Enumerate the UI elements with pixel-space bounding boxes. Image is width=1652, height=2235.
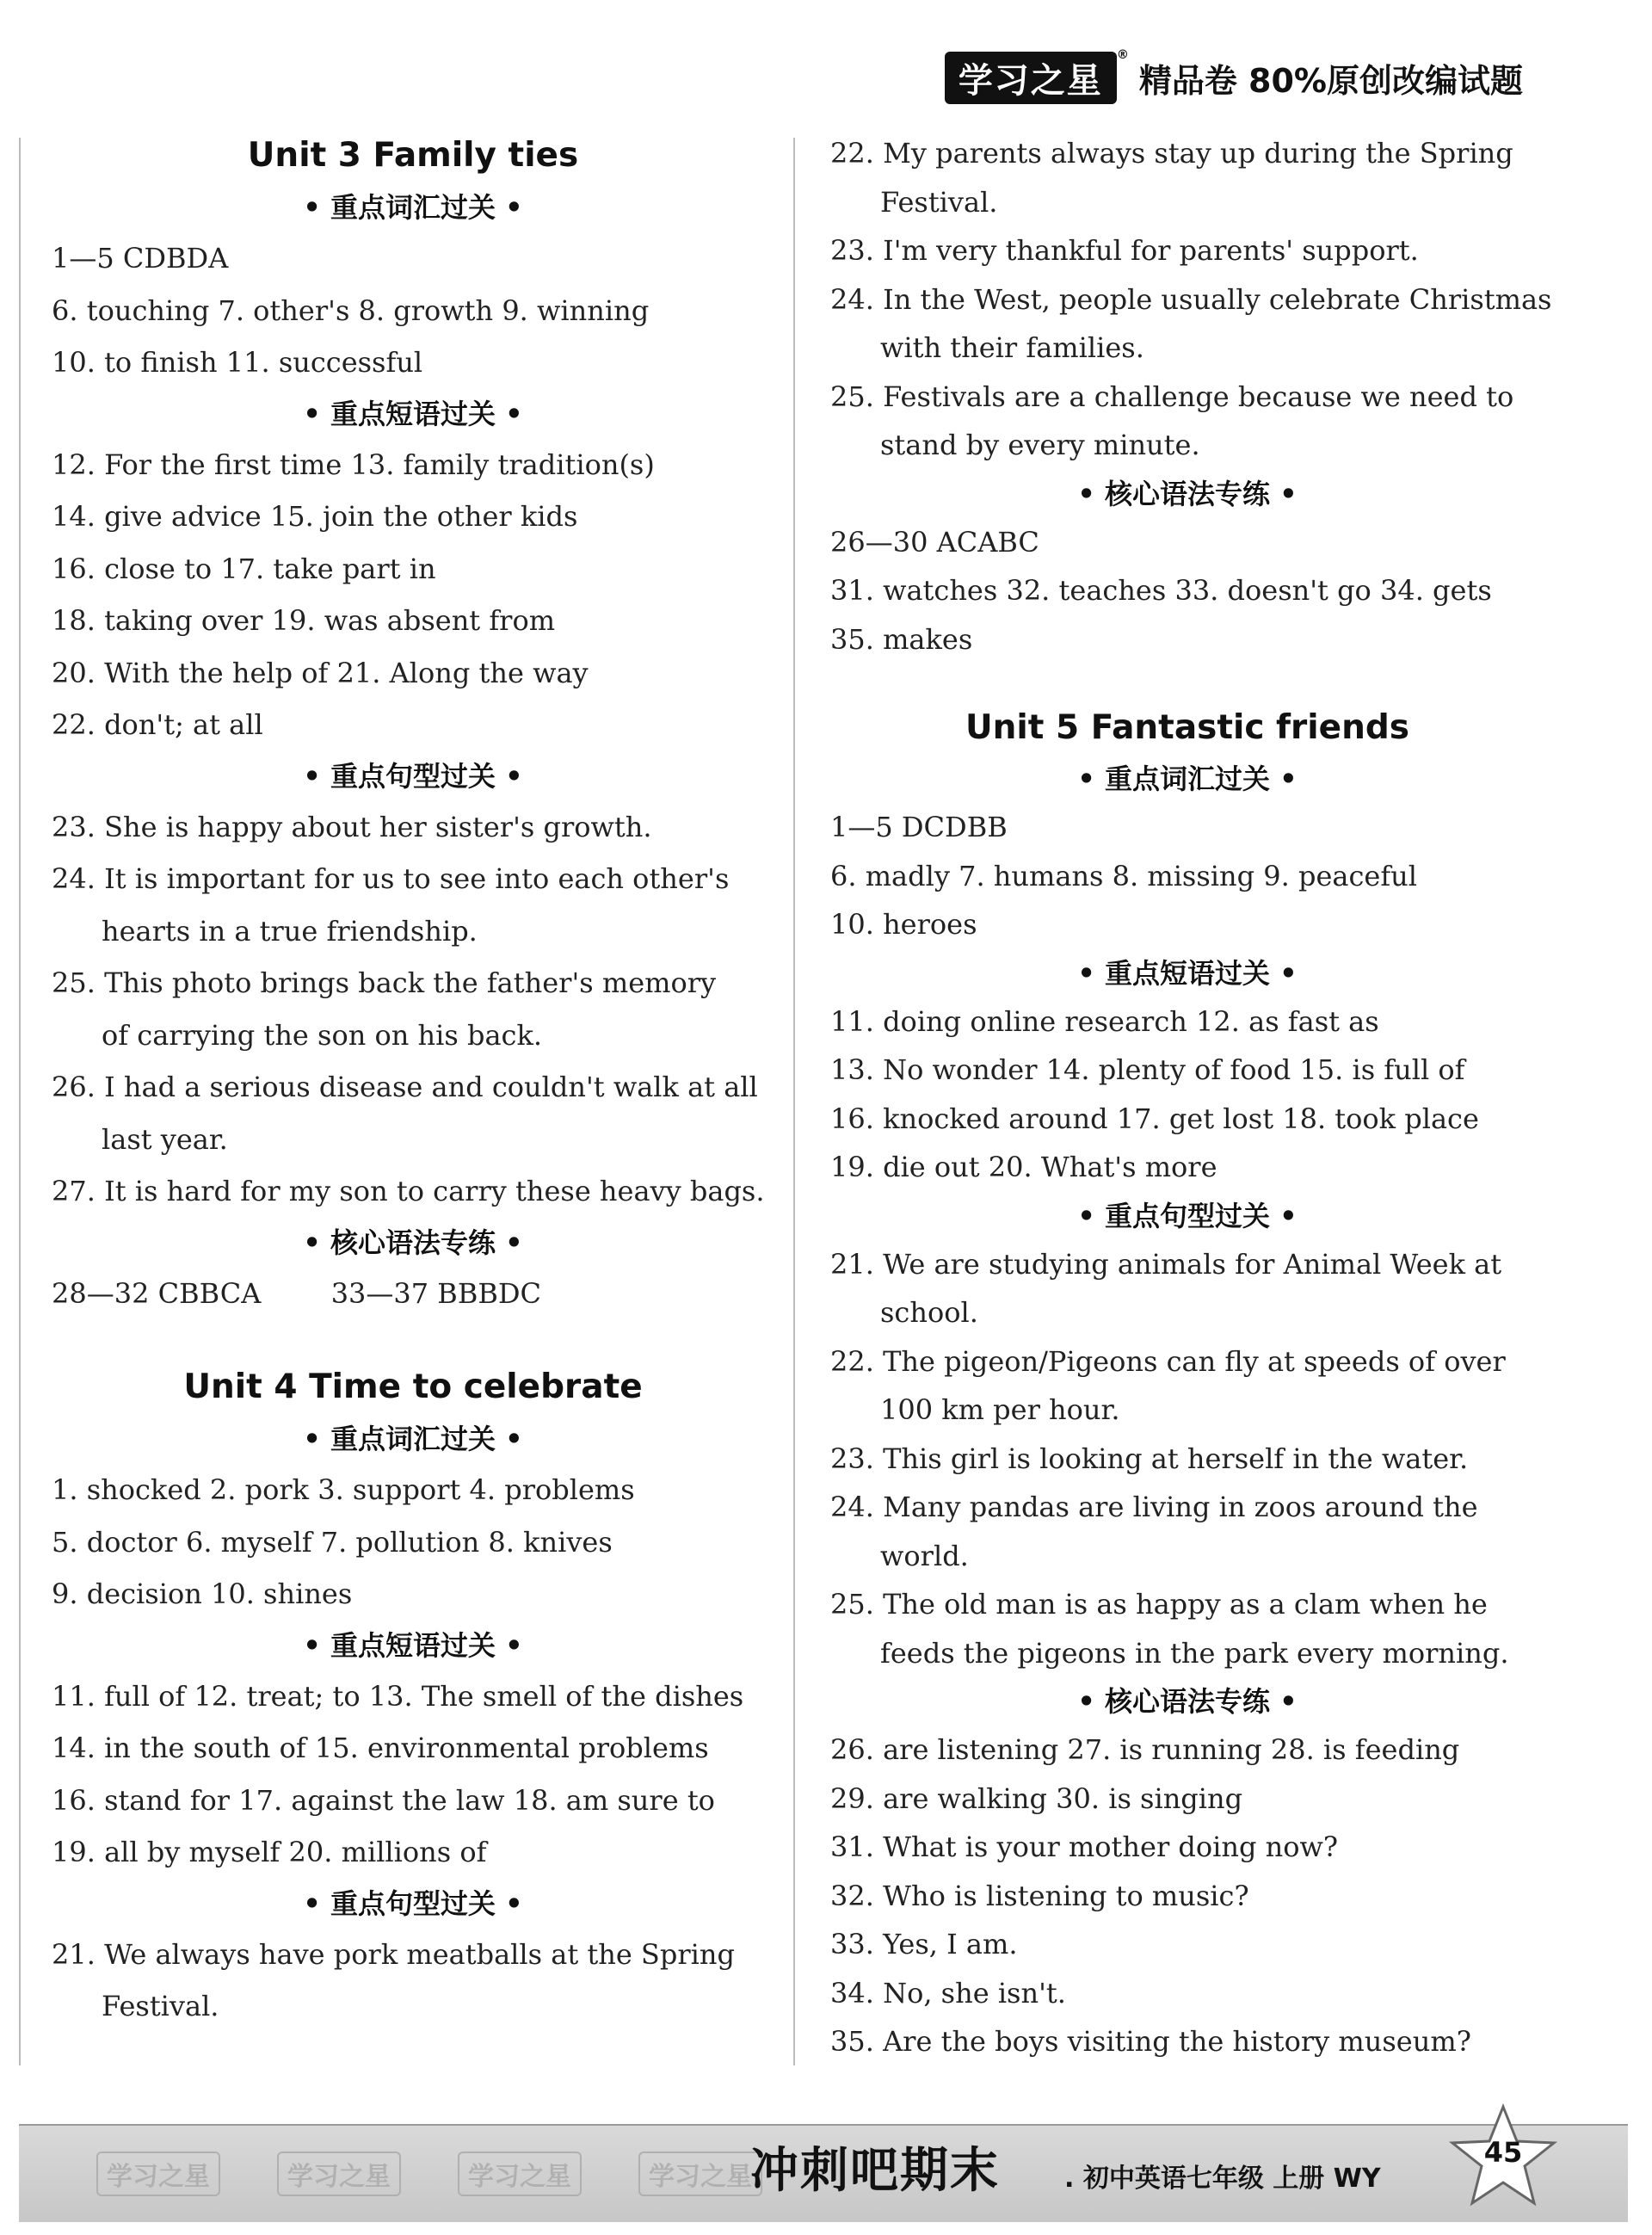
left-column <box>52 129 774 2033</box>
answer-line: 1—5 CDBDA <box>52 242 229 275</box>
answer-line: 22. The pigeon/Pigeons can fly at speeds of over <box>830 1344 1506 1378</box>
unit5-sentence-list <box>830 1240 1544 1678</box>
answer-line: 23. She is happy about her sister's growth. <box>52 810 652 843</box>
unit3-vocab-list <box>52 232 774 389</box>
answer-line: 1. shocked 2. pork 3. support 4. problems <box>52 1473 635 1506</box>
unit4-grammar-list <box>830 518 1544 664</box>
unit3-phrase-list <box>52 439 774 751</box>
answer-line: 16. close to 17. take part in <box>52 552 436 585</box>
unit5-vocab-list <box>830 803 1544 949</box>
unit4-phrase-title: • 重点短语过关 • <box>303 1628 523 1662</box>
unit5-sentence-title: • 重点句型过关 • <box>1077 1199 1298 1232</box>
page-number-badge <box>1447 2102 1559 2213</box>
answer-line: 16. stand for 17. against the law 18. am sure to <box>52 1783 715 1817</box>
answer-line: 24. In the West, people usually celebrate Christmas <box>830 282 1552 316</box>
answer-line: 13. No wonder 14. plenty of food 15. is full of <box>830 1053 1465 1086</box>
footer-subtitle: . 初中英语七年级 上册 WY <box>1064 2164 1381 2194</box>
answer-line: 11. doing online research 12. as fast as <box>830 1004 1379 1038</box>
answer-line-cont: stand by every minute. <box>880 429 1200 461</box>
answer-line-cont: last year. <box>102 1122 228 1156</box>
unit4-phrase-list <box>52 1670 774 1879</box>
answer-line: 10. heroes <box>830 908 977 941</box>
answer-line: 34. No, she isn't. <box>830 1976 1066 2010</box>
unit5-title: Unit 5 Fantastic friends <box>965 708 1409 747</box>
answer-line: 31. watches 32. teaches 33. doesn't go 34. gets <box>830 574 1492 607</box>
answer-line-cont: Festival. <box>102 1990 219 2022</box>
answer-line: 32. Who is listening to music? <box>830 1879 1249 1912</box>
unit3-sentence-title: • 重点句型过关 • <box>303 759 523 793</box>
unit4-vocab-list <box>52 1464 774 1621</box>
unit5-vocab-title: • 重点词汇过关 • <box>1077 762 1298 795</box>
unit3-sentence-list <box>52 801 774 1218</box>
answer-line: 31. What is your mother doing now? <box>830 1831 1339 1863</box>
footer-ghost-logo: 学习之星 <box>277 2152 401 2196</box>
answer-line: 33. Yes, I am. <box>830 1928 1018 1960</box>
footer-title: 冲刺吧期末 <box>750 2143 1000 2199</box>
answer-line: 9. decision 10. shines <box>52 1577 353 1610</box>
unit4-sentence-title: • 重点句型过关 • <box>303 1886 523 1920</box>
answer-line-cont: hearts in a true friendship. <box>102 914 478 948</box>
answer-line: 23. This girl is looking at herself in the water. <box>830 1442 1469 1475</box>
answer-line: 29. are walking 30. is singing <box>830 1781 1243 1815</box>
brand-logo <box>945 47 1131 104</box>
unit5-phrase-title: • 重点短语过关 • <box>1077 956 1298 990</box>
page-footer <box>19 2124 1628 2222</box>
page-header <box>945 47 1523 108</box>
answer-line: 6. touching 7. other's 8. growth 9. winning <box>52 293 650 327</box>
answer-line: 26. I had a serious disease and couldn't walk at all <box>52 1071 758 1103</box>
answer-line: 18. taking over 19. was absent from <box>52 604 556 637</box>
left-margin-rule <box>19 138 21 2065</box>
unit5-grammar-title: • 核心语法专练 • <box>1077 1685 1298 1718</box>
header-tagline: 精品卷 80%原创改编试题 <box>1138 61 1523 100</box>
answer-line: 26. are listening 27. is running 28. is feeding <box>830 1733 1460 1766</box>
answer-line: 35. Are the boys visiting the history museum? <box>830 2025 1471 2058</box>
answer-line: 22. don't; at all <box>52 708 263 741</box>
answer-line: 25. This photo brings back the father's memory <box>52 966 717 999</box>
answer-line: 24. It is important for us to see into each other's <box>52 862 730 895</box>
unit4-title: Unit 4 Time to celebrate <box>183 1368 643 1406</box>
unit4-sentence-list <box>52 1929 774 2033</box>
answer-line-cont: of carrying the son on his back. <box>102 1018 543 1052</box>
answer-line: 20. With the help of 21. Along the way <box>52 656 589 689</box>
unit3-phrase-title: • 重点短语过关 • <box>303 397 523 430</box>
unit5-phrase-list <box>830 997 1544 1192</box>
answer-line: 35. makes <box>830 622 973 656</box>
unit3-vocab-title: • 重点词汇过关 • <box>303 191 523 224</box>
answer-line: 14. in the south of 15. environmental problems <box>52 1732 709 1764</box>
right-column <box>830 129 1552 2066</box>
answer-line: 14. give advice 15. join the other kids <box>52 500 578 533</box>
footer-ghost-logo: 学习之星 <box>638 2152 762 2196</box>
answer-line: 25. The old man is as happy as a clam when he <box>830 1588 1488 1621</box>
answer-line: 11. full of 12. treat; to 13. The smell of the dishes <box>52 1679 744 1713</box>
answer-line: 19. die out 20. What's more <box>830 1151 1217 1183</box>
answer-line-cont: Festival. <box>880 185 998 219</box>
footer-ghost-logo: 学习之星 <box>458 2152 582 2196</box>
answer-line: 21. We always have pork meatballs at the Spring <box>52 1937 735 1971</box>
registered-mark: ® <box>1116 47 1131 62</box>
answer-line-cont: feeds the pigeons in the park every morning. <box>880 1636 1509 1670</box>
footer-ghost-logo: 学习之星 <box>96 2152 220 2196</box>
brand-logo-text: 学习之星 <box>958 60 1103 101</box>
answer-line: 27. It is hard for my son to carry these heavy bags. <box>52 1175 765 1207</box>
answer-line: 5. doctor 6. myself 7. pollution 8. knives <box>52 1525 613 1559</box>
answer-line: 23. I'm very thankful for parents' support. <box>830 234 1419 267</box>
unit5-grammar-list <box>830 1726 1544 2066</box>
column-divider <box>793 138 795 2065</box>
answer-line: 21. We are studying animals for Animal Week at <box>830 1247 1502 1281</box>
answer-line: 26—30 ACABC <box>830 525 1039 559</box>
unit4-sentence-list-cont <box>830 129 1552 470</box>
answer-line-cont: with their families. <box>880 331 1144 364</box>
answer-line-cont: 100 km per hour. <box>880 1393 1120 1426</box>
answer-line: 22. My parents always stay up during the Spring <box>830 137 1513 170</box>
answer-line-cont: world. <box>880 1539 969 1572</box>
page-number: 45 <box>1483 2136 1523 2169</box>
answer-line: 6. madly 7. humans 8. missing 9. peaceful <box>830 859 1418 892</box>
answer-line: 24. Many pandas are living in zoos around the <box>830 1491 1478 1523</box>
unit4-vocab-title: • 重点词汇过关 • <box>303 1423 523 1455</box>
answer-line: 25. Festivals are a challenge because we need to <box>830 380 1514 413</box>
answer-line-cont: school. <box>880 1296 978 1329</box>
unit3-grammar-title: • 核心语法专练 • <box>303 1226 523 1259</box>
answer-line: 28—32 CBBCA 33—37 BBBDC <box>52 1276 541 1310</box>
answer-line: 16. knocked around 17. get lost 18. took place <box>830 1102 1479 1135</box>
answer-line: 12. For the first time 13. family tradition(s) <box>52 448 655 481</box>
answer-line: 10. to finish 11. successful <box>52 346 423 379</box>
answer-line: 19. all by myself 20. millions of <box>52 1836 487 1868</box>
answer-line: 1—5 DCDBB <box>830 811 1008 843</box>
unit4-grammar-title: • 核心语法专练 • <box>1077 477 1298 510</box>
unit3-title: Unit 3 Family ties <box>247 136 579 175</box>
